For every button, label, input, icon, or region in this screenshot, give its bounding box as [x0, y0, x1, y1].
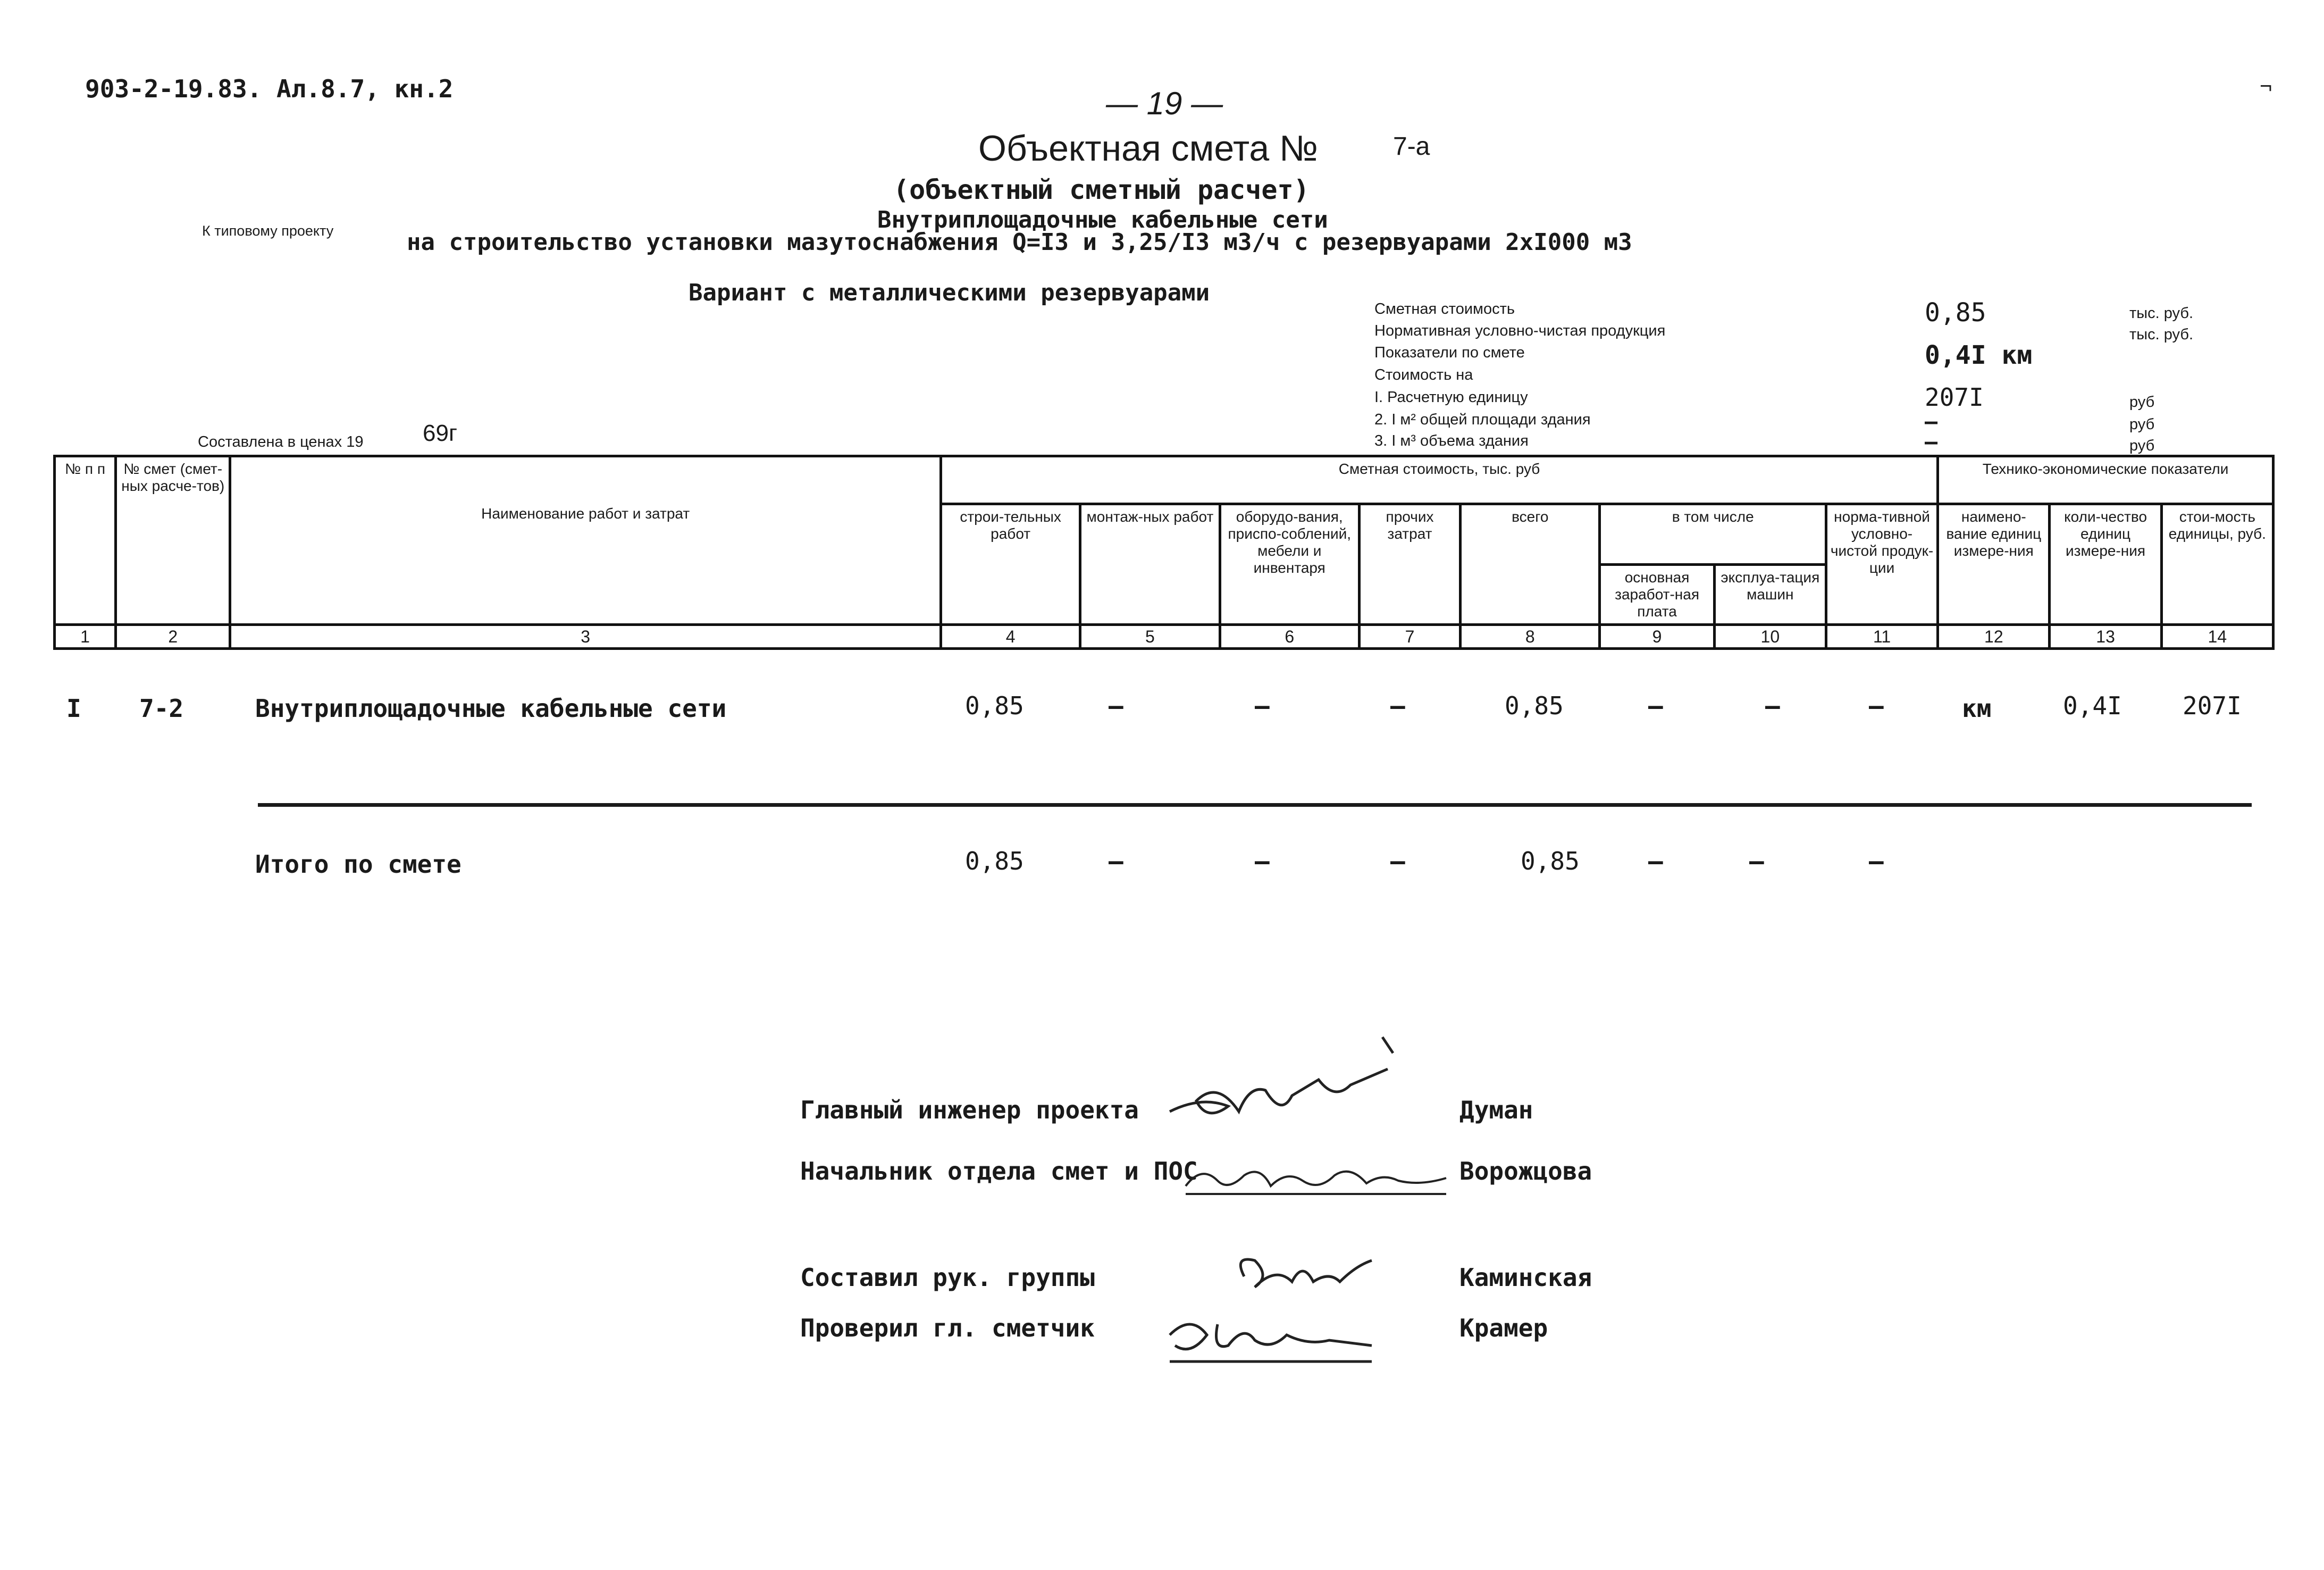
col-number: 10: [1714, 625, 1826, 649]
prices-label: Составлена в ценах 19: [198, 433, 364, 450]
col-header-unit-name: наимено-вание единиц измере-ния: [1938, 504, 2050, 625]
col-header-including: в том числе: [1600, 504, 1826, 565]
col-number: 13: [2050, 625, 2161, 649]
col-header-unit-cost: стои-мость единицы, руб.: [2161, 504, 2273, 625]
col-header-equip: оборудо-вания, приспо-соблений, мебели и инвентаря: [1220, 504, 1359, 625]
col-number: 3: [230, 625, 941, 649]
summary-value: –: [1925, 410, 1938, 434]
row-norm: –: [1869, 691, 1884, 720]
summary-unit: тыс. руб.: [2129, 326, 2194, 343]
col-header-machines: эксплуа-тация машин: [1714, 565, 1826, 625]
row-unit-cost: 207I: [2183, 691, 2242, 720]
total-equip-cost: –: [1255, 847, 1270, 875]
total-other-cost: –: [1390, 847, 1405, 875]
col-number: 7: [1359, 625, 1460, 649]
row-total-cost: 0,85: [1505, 691, 1564, 720]
summary-label: Нормативная условно-чистая продукция: [1374, 322, 1666, 339]
signature-role: Главный инженер проекта: [800, 1096, 1139, 1124]
signature-name: Думан: [1459, 1096, 1533, 1124]
col-number: 4: [941, 625, 1080, 649]
page-number: — 19 —: [1106, 86, 1223, 121]
handwritten-signature-4: [1159, 1303, 1382, 1377]
signature-name: Ворожцова: [1459, 1157, 1592, 1185]
row-qty: 0,4I: [2063, 691, 2122, 720]
col-number: 9: [1600, 625, 1714, 649]
summary-unit: руб: [2129, 394, 2155, 411]
col-number: 5: [1080, 625, 1220, 649]
signature-role: Составил рук. группы: [800, 1263, 1095, 1292]
object-name: Внутриплощадочные кабельные сети: [877, 206, 1328, 233]
col-header-build: строи-тельных работ: [941, 504, 1080, 625]
prices-year: 69г: [423, 420, 457, 446]
row-equip-cost: –: [1255, 691, 1270, 720]
col-number: 1: [55, 625, 116, 649]
handwritten-signature-2: [1180, 1149, 1457, 1207]
signature-name: Каминская: [1459, 1263, 1592, 1292]
summary-value: 0,85: [1925, 298, 1986, 328]
col-number: 12: [1938, 625, 2050, 649]
total-label: Итого по смете: [255, 850, 462, 879]
summary-label: 3. I м³ объема здания: [1374, 432, 1529, 449]
col-header-mount: монтаж-ных работ: [1080, 504, 1220, 625]
summary-label: I. Расчетную единицу: [1374, 389, 1528, 406]
total-total-cost: 0,85: [1521, 847, 1580, 875]
summary-label: 2. I м² общей площади здания: [1374, 411, 1591, 428]
summary-unit: руб: [2129, 416, 2155, 433]
corner-mark: ¬: [2260, 74, 2272, 98]
separator-line: [258, 803, 2252, 807]
summary-value: 0,4I км: [1925, 340, 2033, 370]
row-wage: –: [1648, 691, 1663, 720]
col-header-estimate-no: № смет (смет-ных расче-тов): [116, 456, 230, 625]
document-code: 903-2-19.83. Ал.8.7, кн.2: [85, 74, 454, 103]
title-subtitle: (объектный сметный расчет): [893, 174, 1310, 205]
col-number: 6: [1220, 625, 1359, 649]
summary-label: Показатели по смете: [1374, 344, 1525, 361]
signature-name: Крамер: [1459, 1314, 1548, 1342]
col-header-wage: основная заработ-ная плата: [1600, 565, 1714, 625]
row-unit-name: км: [1962, 694, 1992, 723]
summary-value: –: [1925, 430, 1938, 454]
row-build-cost: 0,85: [965, 691, 1024, 720]
col-group-cost: Сметная стоимость, тыс. руб: [941, 456, 1937, 504]
signature-role: Проверил гл. сметчик: [800, 1314, 1095, 1342]
col-header-qty: коли-чество единиц измере-ния: [2050, 504, 2161, 625]
col-header-no: № п п: [55, 456, 116, 625]
page-title: Объектная смета №: [978, 128, 1318, 169]
total-build-cost: 0,85: [965, 847, 1024, 875]
summary-label: Сметная стоимость: [1374, 300, 1515, 318]
total-mount-cost: –: [1109, 847, 1123, 875]
summary-label: Стоимость на: [1374, 366, 1473, 383]
row-other-cost: –: [1390, 691, 1405, 720]
col-header-other: прочих затрат: [1359, 504, 1460, 625]
to-project-label: К типовому проекту: [202, 223, 334, 239]
handwritten-signature-3: [1223, 1245, 1382, 1308]
total-wage: –: [1648, 847, 1663, 875]
col-number: 11: [1826, 625, 1937, 649]
total-machines: –: [1749, 847, 1764, 875]
estimate-table: [53, 455, 2275, 650]
total-norm: –: [1869, 847, 1884, 875]
signature-role: Начальник отдела смет и ПОС: [800, 1157, 1198, 1185]
summary-unit: руб: [2129, 437, 2155, 454]
col-header-total: всего: [1461, 504, 1600, 625]
row-name: Внутриплощадочные кабельные сети: [255, 694, 727, 723]
variant-label: Вариант с металлическими резервуарами: [689, 279, 1210, 306]
row-estimate-no: 7-2: [139, 694, 184, 723]
summary-value: 207I: [1925, 383, 1984, 412]
summary-unit: тыс. руб.: [2129, 305, 2194, 322]
col-number: 8: [1461, 625, 1600, 649]
estimate-number: 7-а: [1393, 132, 1430, 161]
col-header-norm: норма-тивной условно-чистой продук-ции: [1826, 504, 1937, 625]
col-group-tech: Технико-экономические показатели: [1938, 456, 2273, 504]
project-line: на строительство установки мазутоснабжения Q=I3 и 3,25/I3 м3/ч с резервуарами 2хI000 м3: [407, 229, 1632, 256]
row-no: I: [66, 694, 81, 723]
row-mount-cost: –: [1109, 691, 1123, 720]
handwritten-signature-1: [1159, 1032, 1414, 1154]
col-number: 2: [116, 625, 230, 649]
col-number: 14: [2161, 625, 2273, 649]
col-header-name: Наименование работ и затрат: [230, 456, 941, 625]
row-machines: –: [1765, 691, 1780, 720]
